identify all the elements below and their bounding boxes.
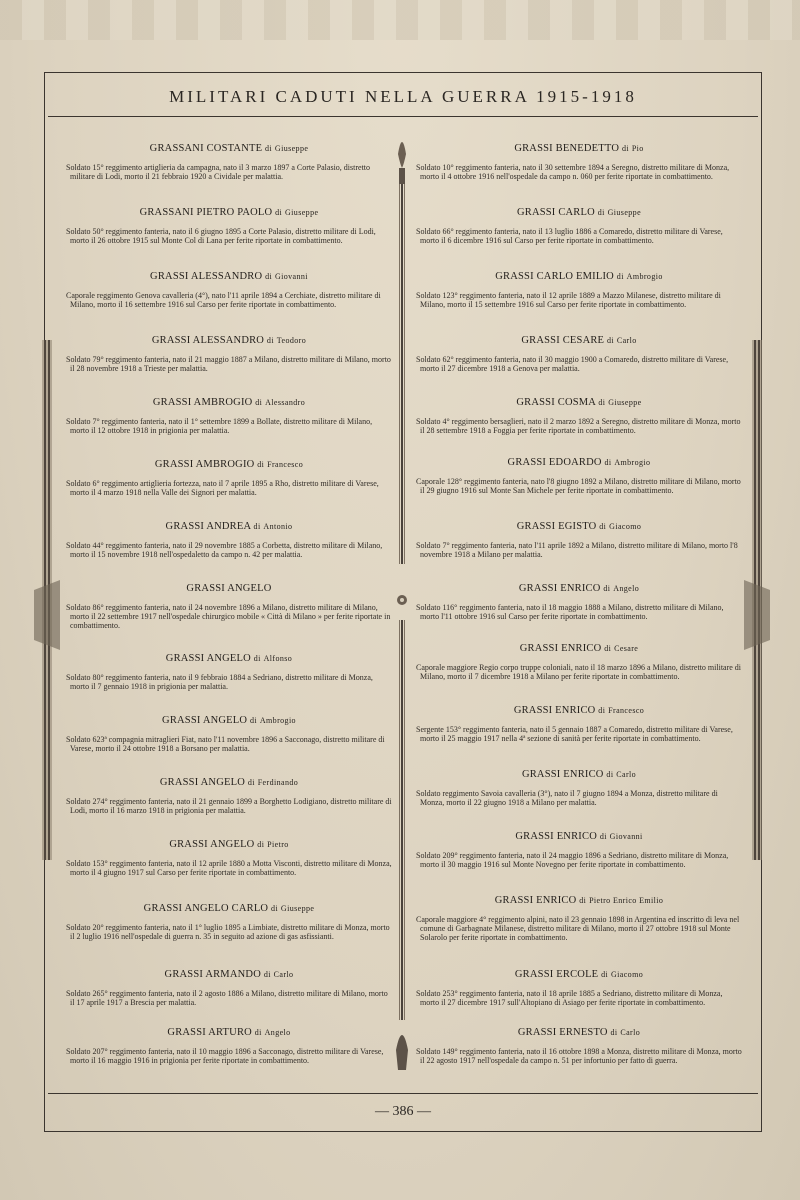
entry-name: GRASSI CESARE di Carlo xyxy=(521,335,637,346)
entry-name: GRASSI EGISTO di Giacomo xyxy=(516,521,642,532)
entry xyxy=(66,396,392,435)
entry xyxy=(416,396,742,435)
entry xyxy=(416,206,742,245)
entry xyxy=(416,894,742,943)
entry-text: Soldato 66° reggimento fanteria, nato il 13 luglio 1886 a Comaredo, distretto militare di Varese, morto il 6 dicembre 1916 sul Carso per ferite riportate in combattimento. xyxy=(416,227,723,246)
entry xyxy=(66,902,392,941)
entry xyxy=(66,334,392,373)
entry-name: GRASSI ENRICO di Francesco xyxy=(513,705,645,716)
entry-name: GRASSANI COSTANTE di Giuseppe xyxy=(149,143,309,154)
entry-text: Caporale reggimento Genova cavalleria (4°), nato l'11 aprile 1894 a Cerchiate, distretto militare di Milano, morto il 16 settembre 1916 sul Carso per ferite riportate in combattimento. xyxy=(66,291,381,310)
entry xyxy=(416,334,742,373)
entry-text: Caporale maggiore 4° reggimento alpini, nato il 23 gennaio 1898 in Argentina ed inscritto di leva nel comune di Garbagnate Milanese, distretto militare di Milano, morto il 27 ottobre 1918 sul Monte Solarolo per ferite riportate in combattimento. xyxy=(416,915,740,943)
entry-text: Soldato reggimento Savoia cavalleria (3°), nato il 7 giugno 1894 a Monza, distretto militare di Monza, morto il 22 giugno 1918 a Milano per malattia. xyxy=(416,789,718,808)
entry-text: Soldato 10° reggimento fanteria, nato il 30 settembre 1894 a Seregno, distretto militare di Monza, morto il 4 ottobre 1916 nell'ospedale da campo n. 060 per ferite riportate in combattimento. xyxy=(416,163,730,182)
entry-name: GRASSI CARLO di Giuseppe xyxy=(516,207,642,218)
entry-name: GRASSI BENEDETTO di Pio xyxy=(514,143,644,154)
entry-name: GRASSI ANGELO xyxy=(186,583,272,594)
entry-text: Caporale maggiore Regio corpo truppe coloniali, nato il 18 marzo 1896 a Milano, distretto militare di Milano, morto il 7 dicembre 1918 a Milano per ferite riportate in combattimento. xyxy=(416,663,742,682)
fasces-left-decoration xyxy=(30,330,64,870)
entry-name: GRASSI ANDREA di Antonio xyxy=(165,521,293,532)
entry-name: GRASSI ENRICO di Giovanni xyxy=(515,831,643,842)
entry xyxy=(416,142,742,181)
entry xyxy=(416,582,742,621)
entry-name: GRASSI ANGELO di Pietro xyxy=(169,839,289,850)
entry-name: GRASSI ENRICO di Angelo xyxy=(518,583,640,594)
page-header-title: MILITARI CADUTI NELLA GUERRA 1915-1918 xyxy=(169,87,637,106)
entry-text: Soldato 207° reggimento fanteria, nato il 10 maggio 1896 a Sacconago, distretto militare di Varese, morto il 16 maggio 1916 in prigionia per ferite riportate in combattimento. xyxy=(66,1047,384,1066)
entry xyxy=(66,1026,392,1065)
entry xyxy=(416,270,742,309)
axe-blade-icon xyxy=(34,580,60,650)
entry-name: GRASSI ANGELO di Alfonso xyxy=(165,653,293,664)
entry-text: Soldato 209° reggimento fanteria, nato il 24 maggio 1896 a Sedriano, distretto militare di Monza, morto il 30 maggio 1916 sul Monte Novegno per ferite riportate in combattimento. xyxy=(416,851,729,870)
fasces-right-decoration xyxy=(740,330,774,870)
entry xyxy=(66,142,392,181)
entry xyxy=(416,704,742,743)
page-number: — 386 — xyxy=(375,1104,431,1119)
entry-text: Soldato 116° reggimento fanteria, nato il 18 maggio 1888 a Milano, distretto militare di Milano, morto l'11 ottobre 1916 sul Carso per ferite riportate in combattimento. xyxy=(416,603,724,622)
entry xyxy=(416,456,742,495)
entry-text: Soldato 6° reggimento artiglieria fortezza, nato il 7 aprile 1895 a Rho, distretto militare di Varese, morto il 4 marzo 1918 nella Valle dei Signori per malattia. xyxy=(66,479,379,498)
right-column xyxy=(416,118,742,1088)
entry xyxy=(66,582,392,631)
left-column xyxy=(66,118,392,1088)
entry-text: Soldato 62° reggimento fanteria, nato il 30 maggio 1900 a Comaredo, distretto militare di Varese, morto il 27 dicembre 1918 a Genova per malattia. xyxy=(416,355,729,374)
entry xyxy=(66,776,392,815)
entry-text: Soldato 15° reggimento artiglieria da campagna, nato il 3 marzo 1897 a Corte Palasio, distretto militare di Lodi, morto il 21 febbraio 1920 a Cividale per malattia. xyxy=(66,163,371,182)
entry-name: GRASSI ERCOLE di Giacomo xyxy=(514,969,644,980)
torch-column-divider xyxy=(396,120,408,1080)
entry-text: Soldato 274° reggimento fanteria, nato il 21 gennaio 1899 a Borghetto Lodigiano, distretto militare di Lodi, morto il 16 marzo 1918 in prigionia per malattia. xyxy=(66,797,392,816)
entry xyxy=(66,714,392,753)
entry xyxy=(66,458,392,497)
entry-name: GRASSI AMBROGIO di Francesco xyxy=(154,459,304,470)
entry xyxy=(66,838,392,877)
entry xyxy=(416,520,742,559)
entry-text: Soldato 20° reggimento fanteria, nato il 1° luglio 1895 a Limbiate, distretto militare di Monza, morto il 2 luglio 1916 nell'ospedale di guerra n. 35 in seguito ad azione di gas asfissianti. xyxy=(66,923,390,942)
entry xyxy=(416,968,742,1007)
entry-text: Soldato 79° reggimento fanteria, nato il 21 maggio 1887 a Milano, distretto militare di Milano, morto il 28 novembre 1918 a Trieste per malattia. xyxy=(66,355,391,374)
entry-name: GRASSI ENRICO di Carlo xyxy=(521,769,637,780)
entry-text: Soldato 253° reggimento fanteria, nato il 18 aprile 1885 a Sedriano, distretto militare di Monza, morto il 27 dicembre 1917 sull'Altopiano di Asiago per ferite riportate in combattimento. xyxy=(416,989,723,1008)
entry-text: Sergente 153° reggimento fanteria, nato il 5 gennaio 1887 a Comaredo, distretto militare di Varese, morto il 25 maggio 1917 nella 4ª sezione di sanità per ferite riportate in combattimento. xyxy=(416,725,733,744)
entry-name: GRASSI AMBROGIO di Alessandro xyxy=(152,397,306,408)
entry xyxy=(66,968,392,1007)
entry-name: GRASSI ALESSANDRO di Giovanni xyxy=(150,271,308,282)
entry-text: Soldato 50° reggimento fanteria, nato il 6 giugno 1895 a Corte Palasio, distretto militare di Lodi, morto il 26 ottobre 1915 sul Monte Col di Lana per ferite riportate in combattimento. xyxy=(66,227,376,246)
entry xyxy=(66,206,392,245)
entry xyxy=(66,270,392,309)
entry-text: Soldato 7° reggimento fanteria, nato l'11 aprile 1892 a Milano, distretto militare di Milano, morto l'8 novembre 1918 a Milano per malattia. xyxy=(416,541,738,560)
decorative-top-band xyxy=(0,0,800,40)
entry-text: Soldato 80° reggimento fanteria, nato il 9 febbraio 1884 a Sedriano, distretto militare di Monza, morto il 7 gennaio 1918 in prigionia per malattia. xyxy=(66,673,373,692)
entry xyxy=(66,652,392,691)
urn-base-icon xyxy=(396,1035,408,1070)
entry-text: Soldato 123° reggimento fanteria, nato il 12 aprile 1889 a Mazzo Milanese, distretto militare di Milano, morto il 15 settembre 1916 sul Carso per ferite riportate in combattimento. xyxy=(416,291,721,310)
entry-name: GRASSI EDOARDO di Ambrogio xyxy=(507,457,651,468)
entry xyxy=(416,1026,742,1065)
entry-text: Soldato 623ª compagnia mitraglieri Fiat, nato l'11 novembre 1896 a Sacconago, distretto militare di Varese, morto il 24 ottobre 1918 a Borsano per malattia. xyxy=(66,735,385,754)
entry-name: GRASSI ALESSANDRO di Teodoro xyxy=(151,335,307,346)
entry-name: GRASSI ENRICO di Pietro Enrico Emilio xyxy=(494,895,664,906)
entry xyxy=(416,830,742,869)
entry xyxy=(66,520,392,559)
entry xyxy=(416,768,742,807)
axe-blade-icon xyxy=(744,580,770,650)
entry-name: GRASSI CARLO EMILIO di Ambrogio xyxy=(495,271,663,282)
entry xyxy=(416,642,742,681)
entry-name: GRASSANI PIETRO PAOLO di Giuseppe xyxy=(139,207,319,218)
entry-name: GRASSI ENRICO di Cesare xyxy=(519,643,639,654)
entry-text: Soldato 44° reggimento fanteria, nato il 29 novembre 1885 a Corbetta, distretto militare di Milano, morto il 15 novembre 1918 nell'ospedaletto da campo n. 42 per malattia. xyxy=(66,541,383,560)
entry-text: Soldato 4° reggimento bersaglieri, nato il 2 marzo 1892 a Seregno, distretto militare di Monza, morto il 28 settembre 1918 a Foggia per ferite riportate in combattimento. xyxy=(416,417,741,436)
entry-name: GRASSI COSMA di Giuseppe xyxy=(516,397,642,408)
entry-text: Soldato 86° reggimento fanteria, nato il 24 novembre 1896 a Milano, distretto militare di Milano, morto il 22 settembre 1917 nell'ospedale chirurgico mobile « Città di Milano » per ferite riportate in combattimento. xyxy=(66,603,391,631)
entry-text: Caporale 128° reggimento fanteria, nato l'8 giugno 1892 a Milano, distretto militare di Milano, morto il 29 giugno 1916 sul Monte San Michele per ferite riportate in combattimento. xyxy=(416,477,741,496)
entry-text: Soldato 153° reggimento fanteria, nato il 12 aprile 1880 a Motta Visconti, distretto militare di Monza, morto il 4 giugno 1917 sul Carso per ferite riportate in combattimento. xyxy=(66,859,392,878)
entry-text: Soldato 7° reggimento fanteria, nato il 1° settembre 1899 a Bollate, distretto militare di Milano, morto il 12 ottobre 1918 in prigionia per malattia. xyxy=(66,417,373,436)
entry-name: GRASSI ANGELO di Ferdinando xyxy=(159,777,299,788)
entry-name: GRASSI ARMANDO di Carlo xyxy=(164,969,294,980)
entry-name: GRASSI ARTURO di Angelo xyxy=(167,1027,291,1038)
entry-name: GRASSI ERNESTO di Carlo xyxy=(517,1027,641,1038)
entry-text: Soldato 265° reggimento fanteria, nato il 2 agosto 1886 a Milano, distretto militare di Milano, morto il 17 aprile 1917 a Brescia per malattia. xyxy=(66,989,388,1008)
entry-name: GRASSI ANGELO CARLO di Giuseppe xyxy=(143,903,315,914)
entry-name: GRASSI ANGELO di Ambrogio xyxy=(162,715,296,726)
flame-top-icon xyxy=(398,142,406,168)
entry-text: Soldato 149° reggimento fanteria, nato il 16 ottobre 1898 a Monza, distretto militare di Monza, morto il 22 agosto 1917 nell'ospedale da campo n. 51 per infortunio per fatto di guerra. xyxy=(416,1047,742,1066)
